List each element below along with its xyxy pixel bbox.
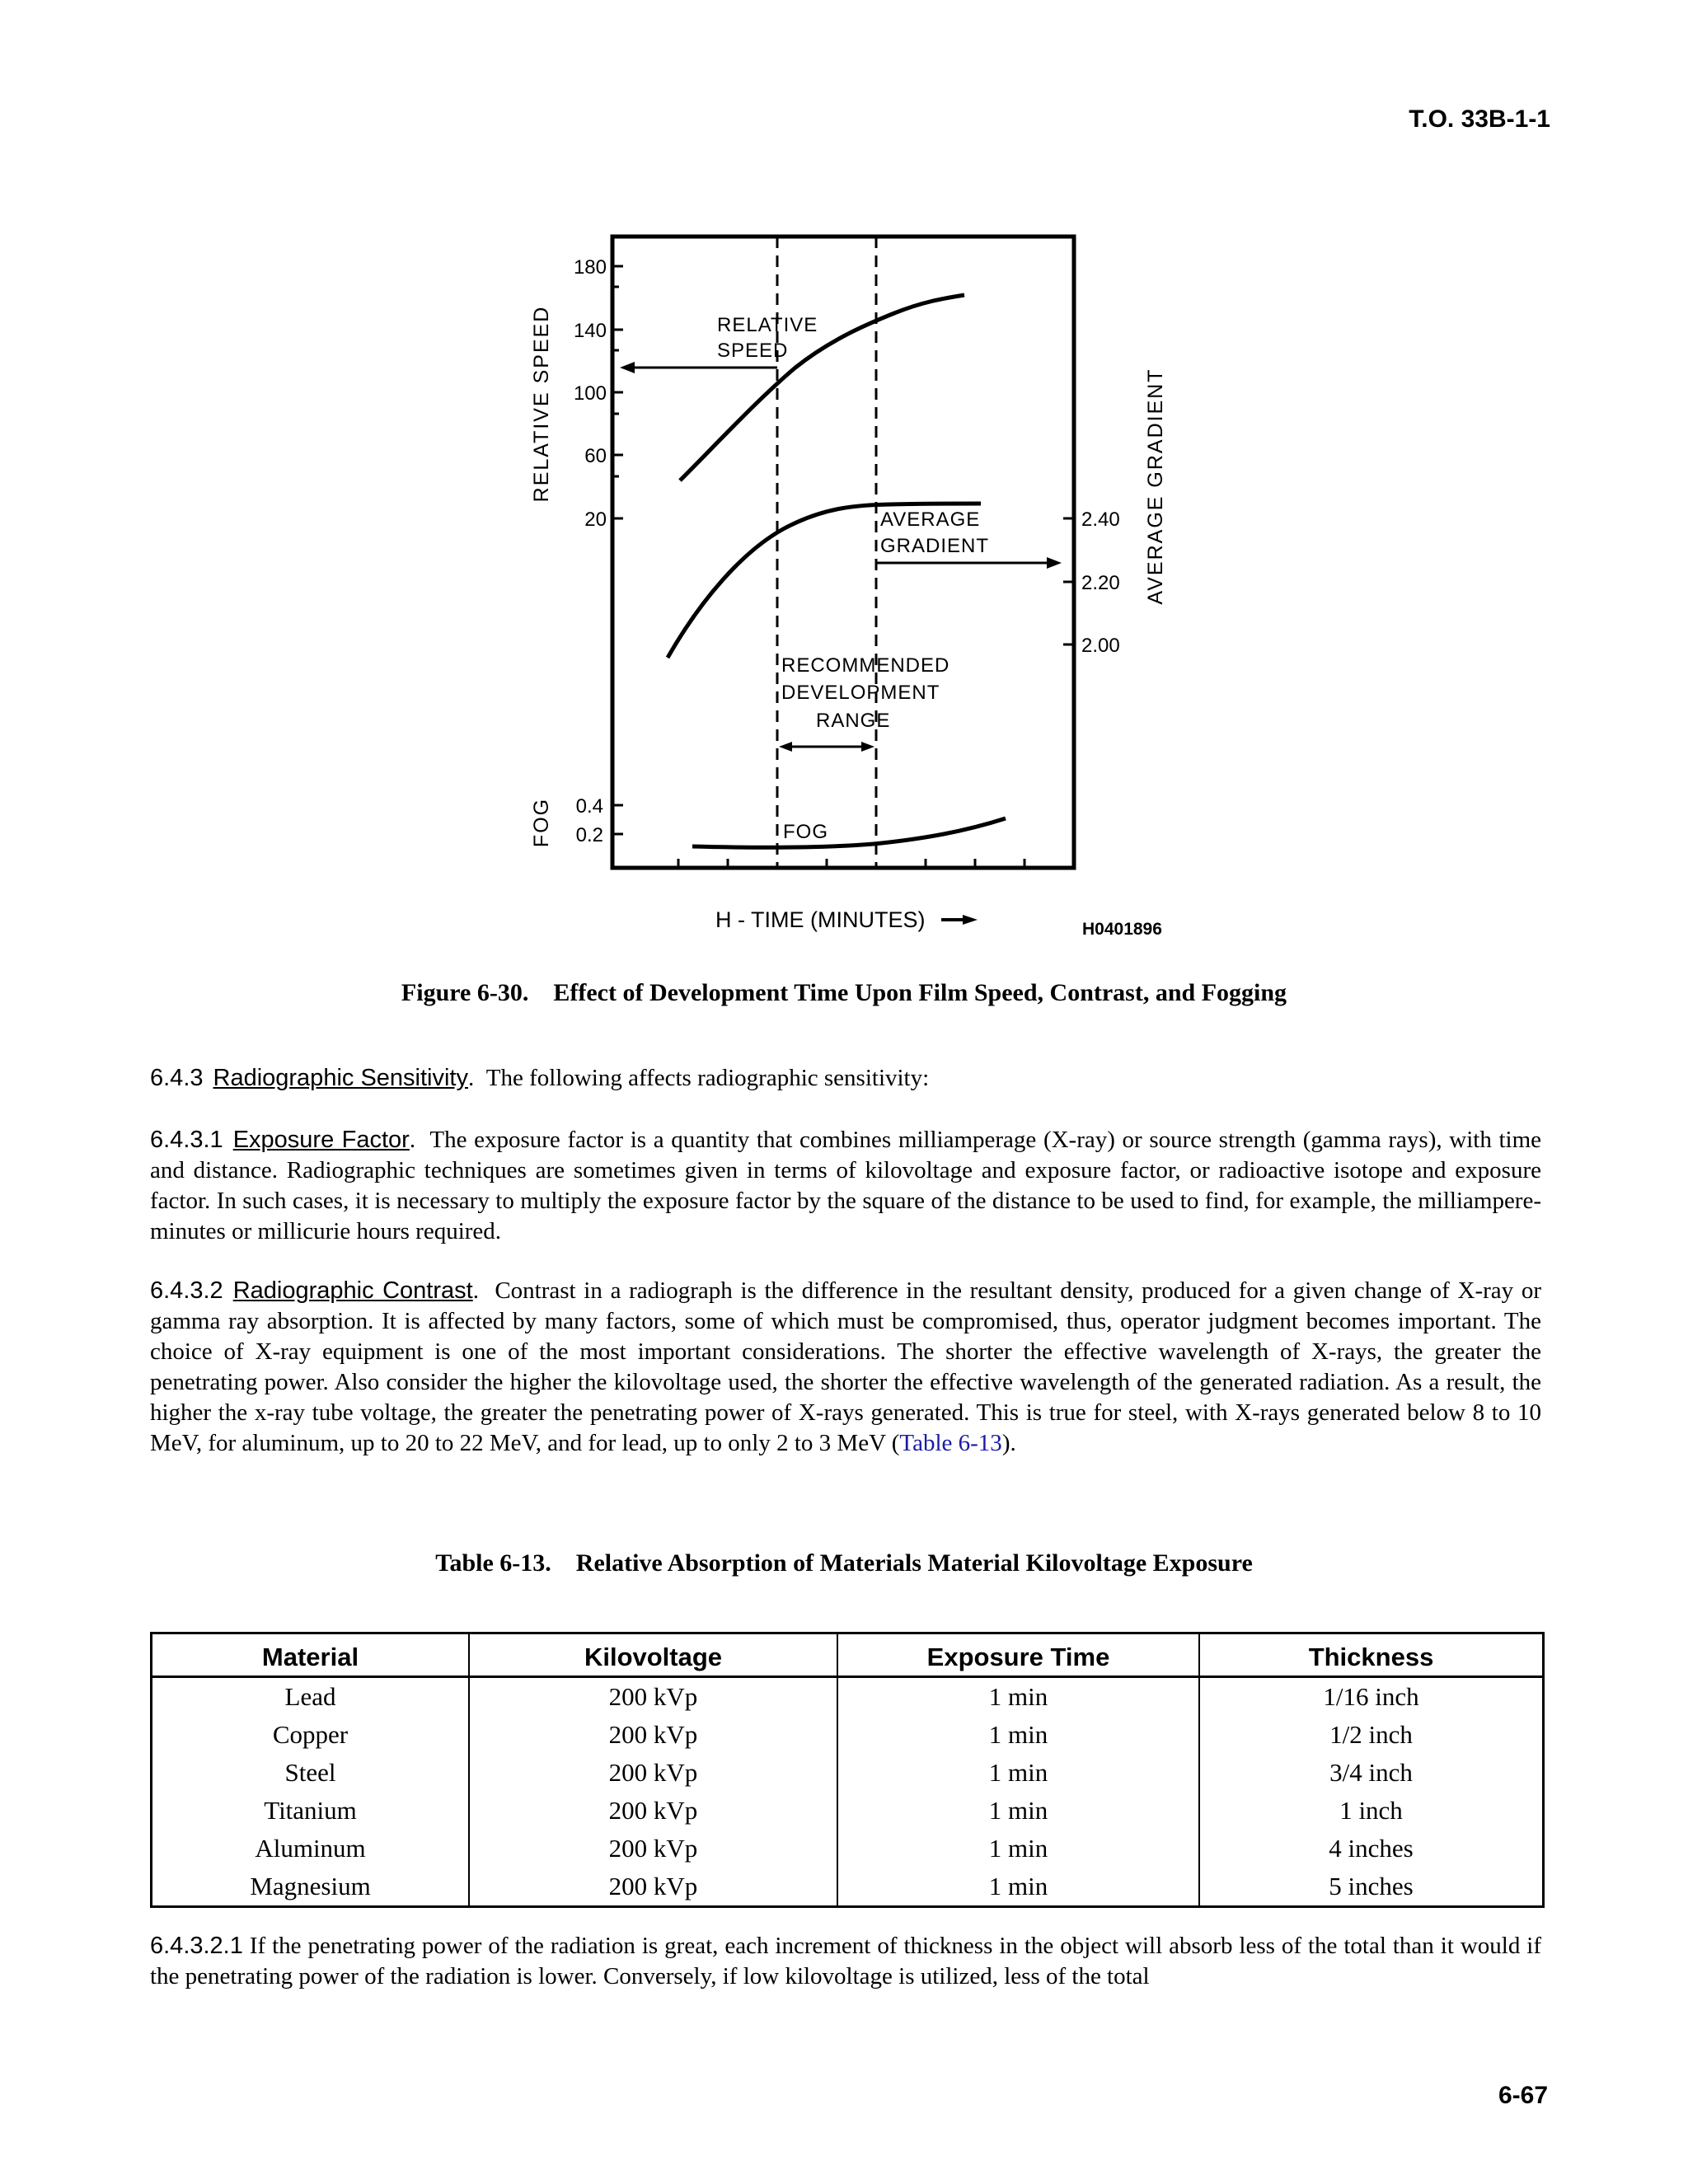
table-title: Relative Absorption of Materials Material Kilovoltage Exposure [575,1549,1253,1577]
section-title: Radiographic Contrast [232,1277,473,1304]
table-cell: Magnesium [250,1872,371,1900]
table-cell: 1/16 inch [1199,1677,1544,1717]
table-cell: 200 kVp [469,1716,837,1754]
absorption-table [150,1632,1545,1908]
table-cell: 3/4 inch [1199,1754,1544,1792]
range-arrowhead-right [861,742,874,752]
section-text: If the penetrating power of the radiation is great, each increment of thickness in the object will absorb less of the total than it would if the penetrating power of the radiation is lower. Conversely, if low kilovoltage is utilized, less of the total [150,1933,1542,1990]
x-axis-title: H - TIME (MINUTES) [715,907,926,932]
speed-tick-label: 20 [584,509,607,531]
section-text: The following affects radiographic sensitivity: [485,1065,930,1091]
relative-speed-arrowhead [620,362,635,373]
table-row [152,1754,1544,1792]
table-header-row [152,1633,1544,1677]
column-header-kilovoltage: Kilovoltage [469,1633,837,1677]
table-6-13-link[interactable]: Table 6-13 [899,1430,1002,1456]
speed-tick-label: 140 [573,320,607,342]
table-cell: 200 kVp [469,1868,837,1907]
table-cell: 1 min [837,1677,1199,1717]
annotation-gradient: GRADIENT [880,535,990,557]
tick-labels [574,256,607,846]
column-header-thickness: Thickness [1199,1633,1544,1677]
speed-tick-label: 180 [573,256,607,279]
x-axis-title-arrowhead [963,915,978,925]
plot-frame [612,237,1074,868]
range-arrowhead-left [779,742,792,752]
annotation-speed: SPEED [717,340,789,362]
document-id: T.O. 33B-1-1 [1409,105,1550,133]
relative-speed-axis-title: RELATIVE SPEED [530,305,553,503]
table-cell: 1 min [837,1792,1199,1830]
table-cell: 1 min [837,1754,1199,1792]
section-text-end: ). [1001,1430,1016,1456]
table-cell: Lead [284,1682,336,1711]
figure-caption [0,979,1688,1007]
annotation-range: RANGE [816,710,891,732]
annotation-fog: FOG [783,821,828,843]
speed-tick-label: 60 [584,445,607,467]
figure-title: Effect of Development Time Upon Film Speed, Contrast, and Fogging [553,979,1287,1006]
fog-axis-title: FOG [530,797,553,848]
section-6-4-3: 6.4.3 Radiographic Sensitivity. The following affects radiographic sensitivity: [150,1065,930,1091]
gradient-tick-labels [1081,509,1120,657]
table-cell: 1 min [837,1716,1199,1754]
table-cell: 200 kVp [469,1677,837,1717]
section-text: Contrast in a radiograph is the difference in the resultant density, produced for a given change of X-ray or gamma ray absorption. It is affected by many factors, some of which must be compromised, thus, operator judgment becomes important. The choice of X-ray equipment is one of the most important considerations. The shorter the effective wavelength of X-rays, the greater the penetrating power. Also consider the higher the kilovoltage used, the shorter the effective wavelength of the generated radiation. As a result, the higher the x-ray tube voltage, the greater the penetrating power of X-rays generated. This is true for steel, with X-rays generated below 8 to 10 MeV, for aluminum, up to 20 to 22 MeV, and for lead, up to only 2 to 3 MeV ( [150,1277,1542,1456]
section-text: The exposure factor is a quantity that combines milliamperage (X-ray) or source strength (gamma rays), with time and distance. Radiographic techniques are sometimes given in terms of kilovoltage and exposure factor, or radioactive isotope and exposure factor. In such cases, it is necessary to multiply the exposure factor by the square of the distance to be used to find, for example, the milliampere-minutes or millicurie hours required. [150,1127,1542,1244]
figure-code: H0401896 [1082,920,1162,939]
table-number: Table 6-13. [435,1549,551,1577]
table-row [152,1830,1544,1868]
figure-number: Figure 6-30. [401,979,529,1006]
table-caption [0,1549,1688,1577]
section-title: Exposure Factor [232,1127,410,1153]
section-number: 6.4.3.1 [150,1127,223,1153]
fog-tick-label: 0.4 [575,795,603,818]
table-cell: 200 kVp [469,1754,837,1792]
annotation-average: AVERAGE [880,509,981,531]
table-cell: 1 min [837,1868,1199,1907]
average-gradient-arrowhead [1047,557,1062,569]
gradient-tick-label: 2.20 [1081,572,1120,594]
annotation-development: DEVELOPMENT [781,682,940,704]
section-title: Radiographic Sensitivity [213,1065,468,1091]
table-cell: 5 inches [1199,1868,1544,1907]
gradient-tick-label: 2.00 [1081,635,1120,657]
column-header-exposure-time: Exposure Time [837,1633,1199,1677]
annotation-recommended: RECOMMENDED [781,654,950,677]
table-row [152,1716,1544,1754]
section-number: 6.4.3.2.1 [150,1933,243,1959]
development-time-chart [511,214,1187,956]
table-row [152,1868,1544,1907]
fog-tick-label: 0.2 [575,824,603,846]
figure-6-30 [511,214,1187,956]
annotation-relative: RELATIVE [717,314,818,336]
page-number: 6-67 [1498,2082,1548,2109]
table-cell: 200 kVp [469,1792,837,1830]
series-line-fog [692,818,1006,847]
table-cell: 1 min [837,1830,1199,1868]
table-cell: 1/2 inch [1199,1716,1544,1754]
table-cell: 1 inch [1199,1792,1544,1830]
table-row [152,1677,1544,1717]
speed-tick-label: 100 [573,382,607,405]
table-cell: Copper [272,1720,349,1749]
table-row [152,1792,1544,1830]
section-number: 6.4.3.2 [150,1277,223,1304]
table-cell: 4 inches [1199,1830,1544,1868]
table-cell: 200 kVp [469,1830,837,1868]
section-6-4-3-1: 6.4.3.1 Exposure Factor. The exposure factor is a quantity that combines milliamperage (X-ray) or source strength (gamma rays), with time and distance. Radiographic techniques are sometimes given in terms of kilovoltage and exposure factor, or radioactive isotope and exposure factor. In such cases, it is necessary to multiply the exposure factor by the square of the distance to be used to find, for example, the milliampere-minutes or millicurie hours required. [150,1127,1542,1244]
column-header-material: Material [152,1633,470,1677]
section-number: 6.4.3 [150,1065,204,1091]
table-cell: Titanium [264,1796,357,1825]
table-cell: Steel [284,1758,336,1787]
section-6-4-3-2: 6.4.3.2 Radiographic Contrast. Contrast in a radiograph is the difference in the resultant density, produced for a given change of X-ray or gamma ray absorption. It is affected by many factors, some of which must be compromised, thus, operator judgment becomes important. The choice of X-ray equipment is one of the most important considerations. The shorter the effective wavelength of X-rays, the greater the penetrating power. Also consider the higher the kilovoltage used, the shorter the effective wavelength of the generated radiation. As a result, the higher the x-ray tube voltage, the greater the penetrating power of X-rays generated. This is true for steel, with X-rays generated below 8 to 10 MeV, for aluminum, up to 20 to 22 MeV, and for lead, up to only 2 to 3 MeV (Table 6-13). [150,1277,1542,1456]
average-gradient-axis-title: AVERAGE GRADIENT [1144,368,1167,605]
table-cell: Aluminum [255,1834,366,1863]
section-6-4-3-2-1 [150,1931,1541,1992]
gradient-tick-label: 2.40 [1081,509,1120,531]
